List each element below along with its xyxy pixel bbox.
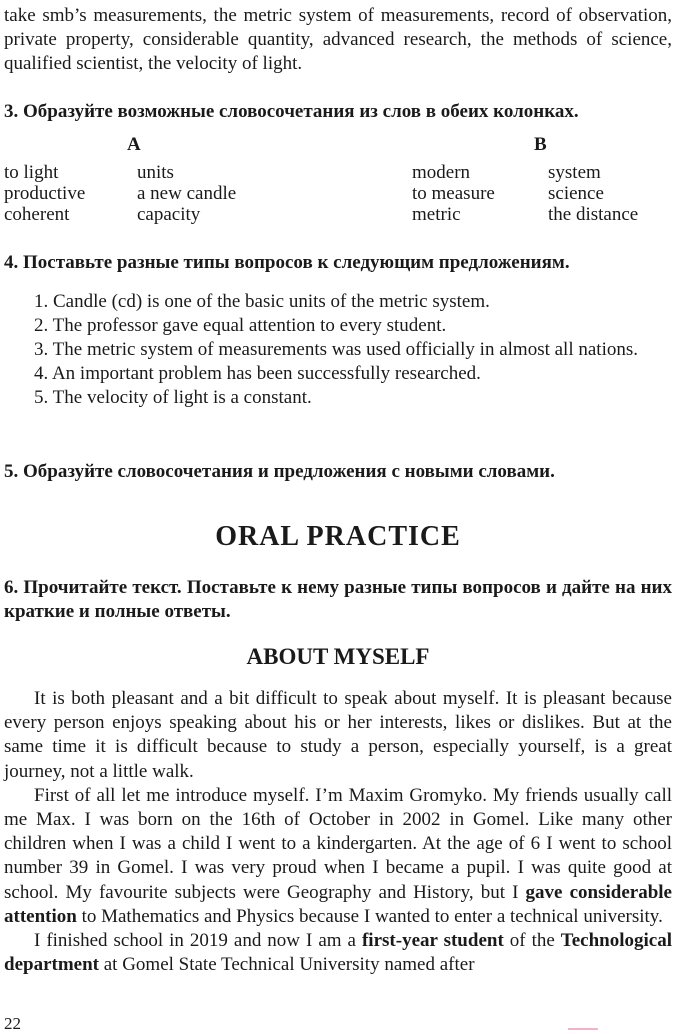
text-run: I finished school in 2019 and now I am a — [34, 930, 362, 952]
oral-practice-title: ORAL PRACTICE — [215, 521, 461, 552]
column-a-word: to light — [4, 162, 59, 183]
paragraph-3 — [4, 929, 672, 977]
scan-mark — [568, 1028, 598, 1030]
column-a-word: capacity — [137, 204, 201, 225]
list-item: 3. The metric system of measurements was used officially in almost all nations. — [34, 339, 639, 360]
column-a-word: a new candle — [137, 183, 237, 204]
bold-phrase: Technological department — [4, 930, 672, 976]
paragraph-1: It is both pleasant and a bit difficult to speak about myself. It is pleasant because every person enjoys speaking about his or her interests, likes or dislikes. But at the same time it is difficult because to study a person, especially yourself, is a great journey, not a little walk. — [4, 688, 672, 782]
text-run: of the — [503, 930, 561, 952]
column-b-word: to measure — [412, 183, 495, 204]
exercise-6-heading: 6. Прочитайте текст. Поставьте к нему разные типы вопросов и дайте на них краткие и полные ответы. — [4, 577, 672, 622]
column-a-word: coherent — [4, 204, 70, 225]
exercise-5-heading: 5. Образуйте словосочетания и предложения с новыми словами. — [4, 461, 555, 482]
bold-phrase: gave considerable attention — [4, 881, 672, 927]
intro-paragraph: take smb’s measurements, the metric system of measurements, record of observation, private property, considerable quantity, advanced research, the methods of science, qualified scientist, the velocity of light. — [4, 5, 672, 75]
column-a-label: A — [127, 134, 141, 155]
column-a-word: units — [137, 162, 174, 183]
column-b-word: science — [548, 183, 604, 204]
text-run: at Gomel State Technical University named after — [98, 954, 475, 976]
column-a-word: productive — [4, 183, 86, 204]
text-title: ABOUT MYSELF — [246, 644, 430, 669]
column-b-word: metric — [412, 204, 461, 225]
page-number: 22 — [4, 1014, 21, 1033]
list-item: 1. Candle (cd) is one of the basic units of the metric system. — [34, 291, 490, 312]
list-item: 5. The velocity of light is a constant. — [34, 387, 312, 408]
text-run: First of all let me introduce myself. I’m Maxim Gromyko. My friends usually call me Max. I was born on the 16th of October in 2002 in Gomel. Like many other children when I was a child I went to a kindergarten. At the age of 6 I went to school number 39 in Gomel. I was very proud when I became a pupil. I was quite good at school. My favourite subjects were Geography and History, but I — [4, 784, 672, 903]
about-myself-text — [4, 687, 672, 977]
text-run: to Mathematics and Physics because I wanted to enter a technical university. — [76, 905, 663, 927]
column-b-word: modern — [412, 162, 471, 183]
bold-phrase: first-year student — [361, 930, 504, 952]
paragraph-2 — [4, 784, 672, 929]
column-b-word: the distance — [548, 204, 639, 225]
exercise-4-heading: 4. Поставьте разные типы вопросов к следующим предложениям. — [4, 252, 570, 273]
list-item: 2. The professor gave equal attention to every student. — [34, 315, 447, 336]
column-b-label: B — [534, 134, 547, 155]
column-b-word: system — [548, 162, 601, 183]
exercise-3-heading: 3. Образуйте возможные словосочетания из слов в обеих колонках. — [4, 101, 579, 122]
list-item: 4. An important problem has been successfully researched. — [34, 363, 481, 384]
exercise-4-list — [4, 290, 672, 410]
